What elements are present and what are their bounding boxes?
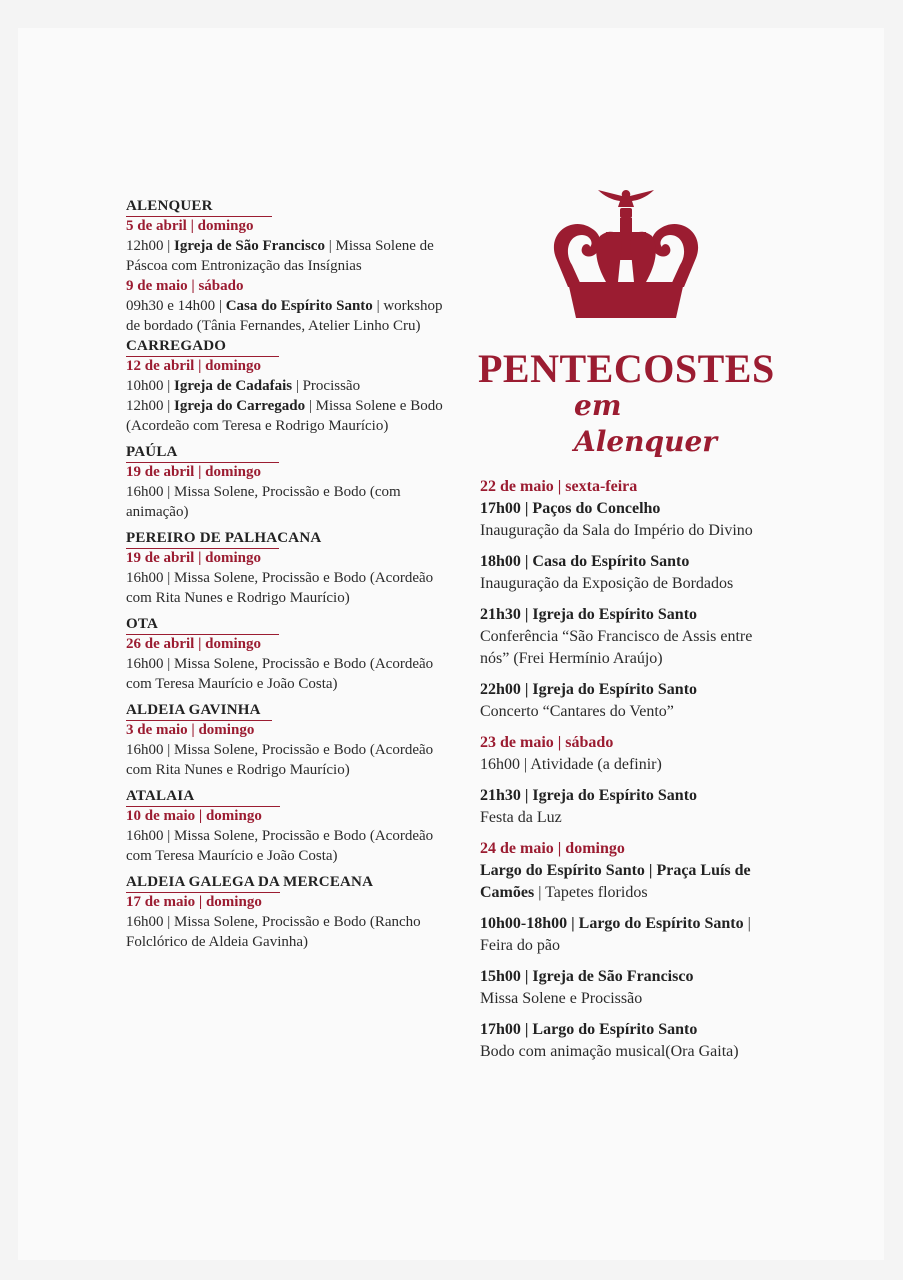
date-label: 26 de abril | domingo: [126, 634, 279, 653]
event-entry: 16h00 | Missa Solene, Procissão e Bodo (com animação): [126, 484, 401, 520]
event-entry: 12h00 | Igreja de São Francisco | Missa Solene de Páscoa com Entronização das Insígnias: [126, 238, 434, 274]
place-title: ALDEIA GALEGA DA MERCEANA: [126, 874, 374, 890]
date-label: 22 de maio | sexta-feira: [480, 478, 638, 495]
event-entry: 18h00 | Casa do Espírito Santo Inauguração da Exposição de Bordados: [480, 553, 734, 592]
date-label: 9 de maio | sábado: [126, 278, 244, 294]
date-label: 17 de maio | domingo: [126, 892, 280, 911]
event-entry: 17h00 | Paços do Concelho Inauguração da Sala do Império do Divino: [480, 500, 753, 539]
event-entry: 16h00 | Missa Solene, Procissão e Bodo (Acordeão com Rita Nunes e Rodrigo Maurício): [126, 742, 434, 778]
page-subtitle: em Alenquer: [574, 389, 718, 458]
event-entry: 16h00 | Missa Solene, Procissão e Bodo (Acordeão com Rita Nunes e Rodrigo Maurício): [126, 570, 434, 606]
place-title: PEREIRO DE PALHACANA: [126, 530, 322, 546]
event-entry: 10h00 | Igreja de Cadafais | Procissão: [126, 378, 361, 394]
event-entry: 09h30 e 14h00 | Casa do Espírito Santo | workshop de bordado (Tânia Fernandes, Atelier Linho Cru): [126, 298, 443, 334]
date-label: 23 de maio | sábado: [480, 734, 614, 751]
date-label: 10 de maio | domingo: [126, 806, 280, 825]
location-atalaia: [126, 786, 446, 866]
location-aldeia-gavinha: [126, 700, 446, 780]
place-title: ALENQUER: [126, 198, 213, 214]
event-entry: 15h00 | Igreja de São Francisco Missa Solene e Procissão: [480, 968, 694, 1007]
crown-logo-icon: [548, 186, 704, 322]
date-label: 19 de abril | domingo: [126, 548, 279, 567]
place-title: CARREGADO: [126, 338, 227, 354]
date-label: 12 de abril | domingo: [126, 356, 279, 375]
event-entry: 16h00 | Missa Solene, Procissão e Bodo (Rancho Folclórico de Aldeia Gavinha): [126, 914, 421, 950]
event-entry: 21h30 | Igreja do Espírito Santo Festa da Luz: [480, 787, 698, 826]
event-entry: 21h30 | Igreja do Espírito Santo Conferência “São Francisco de Assis entre nós” (Frei Hermínio Araújo): [480, 606, 753, 667]
date-label: 5 de abril | domingo: [126, 216, 272, 235]
date-label: 24 de maio | domingo: [480, 840, 625, 857]
page-title: PENTECOSTES: [478, 346, 775, 391]
event-entry: 12h00 | Igreja do Carregado | Missa Solene e Bodo (Acordeão com Teresa e Rodrigo Maurício): [126, 398, 443, 434]
location-carregado: [126, 336, 446, 436]
event-entry: 10h00-18h00 | Largo do Espírito Santo | Feira do pão: [480, 915, 751, 954]
location-ota: [126, 614, 446, 694]
event-entry: Largo do Espírito Santo | Praça Luís de Camões | Tapetes floridos: [480, 862, 751, 901]
location-aldeia-galega: [126, 872, 446, 952]
event-entry: 16h00 | Missa Solene, Procissão e Bodo (Acordeão com Teresa Maurício e João Costa): [126, 656, 434, 692]
place-title: PAÚLA: [126, 444, 178, 460]
left-schedule: [126, 196, 446, 958]
place-title: OTA: [126, 616, 158, 632]
right-schedule: [480, 476, 780, 1072]
location-alenquer: [126, 196, 446, 336]
date-label: 19 de abril | domingo: [126, 462, 279, 481]
event-entry: 16h00 | Missa Solene, Procissão e Bodo (Acordeão com Teresa Maurício e João Costa): [126, 828, 434, 864]
location-paula: [126, 442, 446, 522]
date-label: 3 de maio | domingo: [126, 720, 272, 739]
place-title: ALDEIA GAVINHA: [126, 702, 261, 718]
place-title: ATALAIA: [126, 788, 195, 804]
event-entry: 22h00 | Igreja do Espírito Santo Concerto “Cantares do Vento”: [480, 681, 698, 720]
event-entry: 17h00 | Largo do Espírito Santo Bodo com animação musical(Ora Gaita): [480, 1021, 739, 1060]
event-entry: 16h00 | Atividade (a definir): [480, 756, 662, 773]
location-pereiro: [126, 528, 446, 608]
